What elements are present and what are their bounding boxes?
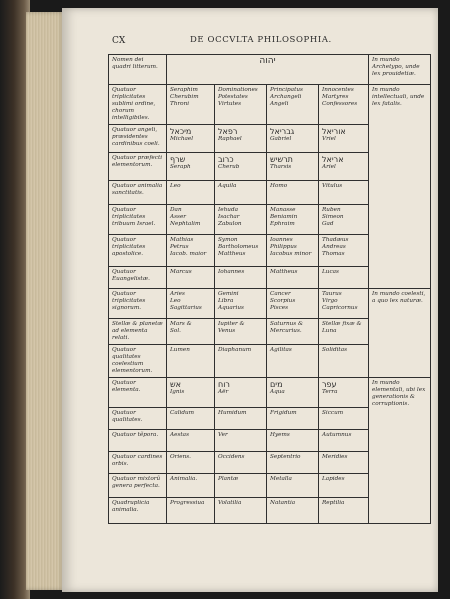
hebrew-name: כרוב — [218, 155, 234, 164]
cell-line: Thadæus — [322, 237, 349, 243]
table-cell — [267, 289, 319, 319]
table-cell — [267, 498, 319, 524]
table-cell — [267, 267, 319, 289]
cell-line: Meridies — [322, 454, 348, 460]
cell-line: Marcus — [170, 269, 192, 275]
cell-line: Iehuda — [218, 207, 238, 213]
cell-line: Seraph — [170, 164, 191, 170]
cell-line: Taurus — [322, 291, 342, 297]
table-cell — [215, 181, 267, 205]
table-cell — [319, 85, 369, 125]
table-cell — [215, 430, 267, 452]
cell-line: Cherub — [218, 164, 240, 170]
row-label: Quatuor Euangelistæ. — [109, 267, 167, 289]
table-cell — [319, 430, 369, 452]
cell-line: Manasse — [270, 207, 296, 213]
cell-line: Septentrio — [270, 454, 301, 460]
cell-line: Vitulus — [322, 183, 343, 189]
table-cell — [319, 289, 369, 319]
table-cell — [215, 153, 267, 181]
cell-line: Terra — [322, 389, 338, 395]
cell-line: Progressiua — [170, 500, 205, 506]
cell-line: Cherubim — [170, 94, 199, 100]
cell-line: Beniamin — [270, 214, 298, 220]
cell-line: Luna — [322, 328, 337, 334]
cell-line: Homo — [270, 183, 288, 189]
cell-line: Confessores — [322, 101, 358, 107]
table-cell — [267, 125, 319, 153]
cell-line: Dan — [170, 207, 182, 213]
row-label: Quatuor qualitates. — [109, 408, 167, 430]
row-label: Quatuor triplicitates apostolice. — [109, 235, 167, 267]
cell-line: Vriel — [322, 136, 336, 142]
cell-line: Scorpius — [270, 298, 296, 304]
header-row — [109, 55, 431, 85]
row-label: Quatuor angeli, præsidentes cardinibus coeli. — [109, 125, 167, 153]
cell-line: Leo — [170, 298, 181, 304]
cell-line: Simeon — [322, 214, 344, 220]
cell-line: Autumnus — [322, 432, 352, 438]
table-cell — [167, 378, 215, 408]
table-cell — [215, 452, 267, 474]
cell-line: Petrus — [170, 244, 189, 250]
cell-line: Humidum — [218, 410, 247, 416]
folio-number: CX — [112, 36, 126, 46]
cell-line: Symon — [218, 237, 238, 243]
table-cell — [167, 85, 215, 125]
table-cell — [267, 181, 319, 205]
table-cell — [215, 267, 267, 289]
table-cell — [319, 319, 369, 345]
table-cell — [167, 474, 215, 498]
header-realm: In mundo Archetypo, unde lex prouidetiæ. — [369, 55, 431, 85]
cell-line: Virgo — [322, 298, 338, 304]
table-cell — [267, 452, 319, 474]
table-cell — [215, 378, 267, 408]
cell-line: Aquila — [218, 183, 237, 189]
cell-line: Martyres — [322, 94, 349, 100]
table-cell — [319, 474, 369, 498]
table-cell — [215, 289, 267, 319]
cell-line: Mattheus — [270, 269, 298, 275]
hebrew-name: רפאל — [218, 127, 238, 136]
cell-line: Iupiter & — [218, 321, 245, 327]
cell-line: Sagittarius — [170, 305, 202, 311]
cell-line: Mars & — [170, 321, 192, 327]
table-cell — [215, 319, 267, 345]
cell-line: Dominationes — [218, 87, 258, 93]
table-cell — [167, 235, 215, 267]
table-cell — [267, 408, 319, 430]
table-cell — [215, 498, 267, 524]
cell-line: Lapides — [322, 476, 345, 482]
cell-line: Agilitas — [270, 347, 292, 353]
cell-line: Angeli — [270, 101, 289, 107]
table-cell — [267, 205, 319, 235]
realm-cell: In mundo intellectuali, unde lex fatalis. — [369, 85, 431, 289]
table-cell — [215, 205, 267, 235]
row-label: Quatuor animalia sanctitatis. — [109, 181, 167, 205]
cell-line: Soliditas — [322, 347, 348, 353]
table-cell — [267, 430, 319, 452]
table-cell — [267, 378, 319, 408]
cell-line: Stellæ fixæ & — [322, 321, 362, 327]
row-label: Quatuor triplicitates signorum. — [109, 289, 167, 319]
cell-line: Ephraim — [270, 221, 295, 227]
cell-line: Saturnus & — [270, 321, 304, 327]
cell-line: Mattheus — [218, 251, 246, 257]
cell-line: Thomas — [322, 251, 345, 257]
cell-line: Pisces — [270, 305, 289, 311]
table-cell — [167, 289, 215, 319]
running-head: DE OCCVLTA PHILOSOPHIA. — [190, 35, 332, 45]
cell-line: Ioannes — [270, 237, 293, 243]
realm-cell: In mundo coelesti, a quo lex naturæ. — [369, 289, 431, 378]
cell-line: Diaphanum — [218, 347, 252, 353]
cell-line: Mercurius. — [270, 328, 302, 334]
cell-line: Lucas — [322, 269, 339, 275]
realm-cell: In mundo elementali, ubi lex generationis & corruptionis. — [369, 378, 431, 524]
cell-line: Natantia — [270, 500, 296, 506]
hebrew-name: עפר — [322, 380, 337, 389]
cell-line: Aquarius — [218, 305, 244, 311]
cell-line: Siccum — [322, 410, 344, 416]
table-cell — [267, 345, 319, 378]
cell-line: Occidens — [218, 454, 245, 460]
table-cell — [267, 235, 319, 267]
cell-line: Potestates — [218, 94, 248, 100]
table-cell — [267, 153, 319, 181]
hebrew-name: מיכאל — [170, 127, 192, 136]
cell-line: Metalla — [270, 476, 292, 482]
cell-line: Volatilia — [218, 500, 242, 506]
row-label: Quatuor triplicitates sublimi ordine, chorum intelligibiles. — [109, 85, 167, 125]
table-cell — [167, 452, 215, 474]
table-cell — [319, 235, 369, 267]
row-label: Stellæ & planetæ ad elementa relati. — [109, 319, 167, 345]
cell-line: Gabriel — [270, 136, 292, 142]
cell-line: Raphael — [218, 136, 242, 142]
cell-line: Aër — [218, 389, 229, 395]
row-label: Quatuor mixtorũ genera perfecta. — [109, 474, 167, 498]
row-label: Quatuor præfecti elementorum. — [109, 153, 167, 181]
row-label: Quatuor qualitates coelestium elementorum. — [109, 345, 167, 378]
cell-line: Philippus — [270, 244, 297, 250]
table-cell — [215, 408, 267, 430]
cell-line: Tharsis — [270, 164, 292, 170]
table-cell — [319, 378, 369, 408]
hebrew-name: שרף — [170, 155, 186, 164]
table-cell — [215, 85, 267, 125]
table-cell — [319, 345, 369, 378]
table-cell — [215, 345, 267, 378]
row-label: Quatuor cardines orbis. — [109, 452, 167, 474]
cell-line: Ignis — [170, 389, 185, 395]
table-cell — [167, 125, 215, 153]
header-label: Nomen dei quadri litterum. — [109, 55, 167, 85]
cell-line: Seraphim — [170, 87, 198, 93]
table-cell — [319, 498, 369, 524]
background-right — [438, 0, 450, 599]
hebrew-name: אוריאל — [322, 127, 346, 136]
table-cell — [215, 235, 267, 267]
row-label: Quatuor elementa. — [109, 378, 167, 408]
cell-line: Calidum — [170, 410, 195, 416]
cell-line: Iacobus minor — [270, 251, 312, 257]
cell-line: Oriens. — [170, 454, 191, 460]
cell-line: Ver — [218, 432, 228, 438]
table-cell — [215, 474, 267, 498]
cell-line: Animalia. — [170, 476, 198, 482]
hebrew-name: מים — [270, 380, 283, 389]
row-label: Quatuor tẽpora. — [109, 430, 167, 452]
table-cell — [215, 125, 267, 153]
table-cell — [167, 267, 215, 289]
cell-line: Plantæ — [218, 476, 239, 482]
cell-line: Hyems — [270, 432, 290, 438]
table-cell — [319, 125, 369, 153]
table-cell — [167, 181, 215, 205]
table-cell — [167, 408, 215, 430]
table-cell — [267, 474, 319, 498]
table-cell — [319, 452, 369, 474]
table-row — [109, 85, 431, 125]
cell-line: Gad — [322, 221, 334, 227]
cell-line: Nephtalim — [170, 221, 201, 227]
hebrew-name: אש — [170, 380, 182, 389]
cell-line: Ariel — [322, 164, 336, 170]
cell-line: Innocentes — [322, 87, 354, 93]
table-cell — [319, 408, 369, 430]
row-label: Quadruplicia animalia. — [109, 498, 167, 524]
cell-line: Gemini — [218, 291, 239, 297]
table-cell — [167, 498, 215, 524]
table-cell — [167, 153, 215, 181]
cell-line: Aries — [170, 291, 185, 297]
table-body — [109, 55, 431, 524]
cell-line: Bartholomeus — [218, 244, 259, 250]
cell-line: Principatus — [270, 87, 303, 93]
hebrew-name: גבריאל — [270, 127, 295, 136]
hebrew-name: רוח — [218, 380, 230, 389]
table-row — [109, 289, 431, 319]
table-cell — [267, 85, 319, 125]
table-cell — [167, 430, 215, 452]
cell-line: Andreas — [322, 244, 346, 250]
cell-line: Capricornus — [322, 305, 358, 311]
cell-line: Cancer — [270, 291, 291, 297]
correspondence-table — [108, 54, 431, 524]
table-cell — [167, 205, 215, 235]
cell-line: Michael — [170, 136, 194, 142]
hebrew-name: תרשיש — [270, 155, 293, 164]
table-cell — [319, 181, 369, 205]
tetragrammaton-cell: יהוה — [167, 55, 369, 85]
cell-line: Reptilia — [322, 500, 345, 506]
table-cell — [167, 345, 215, 378]
cell-line: Lumen — [170, 347, 190, 353]
cell-line: Throni — [170, 101, 190, 107]
cell-line: Sol. — [170, 328, 181, 334]
cell-line: Ruben — [322, 207, 341, 213]
cell-line: Iohannes — [218, 269, 245, 275]
table-cell — [167, 319, 215, 345]
cell-line: Iacob. maior — [170, 251, 207, 257]
cell-line: Libra — [218, 298, 234, 304]
row-label: Quatuor triplicitates tribuum Israel. — [109, 205, 167, 235]
table-cell — [319, 153, 369, 181]
page-edges — [26, 12, 64, 590]
cell-line: Zabulon — [218, 221, 242, 227]
table-cell — [319, 267, 369, 289]
cell-line: Virtutes — [218, 101, 242, 107]
cell-line: Frigidum — [270, 410, 297, 416]
cell-line: Aestas — [170, 432, 189, 438]
cell-line: Isachar — [218, 214, 240, 220]
cell-line: Aqua — [270, 389, 285, 395]
cell-line: Archangeli — [270, 94, 302, 100]
table-cell — [319, 205, 369, 235]
cell-line: Mathias — [170, 237, 194, 243]
hebrew-name: אריאל — [322, 155, 344, 164]
table-cell — [267, 319, 319, 345]
cell-line: Venus — [218, 328, 236, 334]
cell-line: Leo — [170, 183, 181, 189]
table-row — [109, 378, 431, 408]
cell-line: Asser — [170, 214, 187, 220]
